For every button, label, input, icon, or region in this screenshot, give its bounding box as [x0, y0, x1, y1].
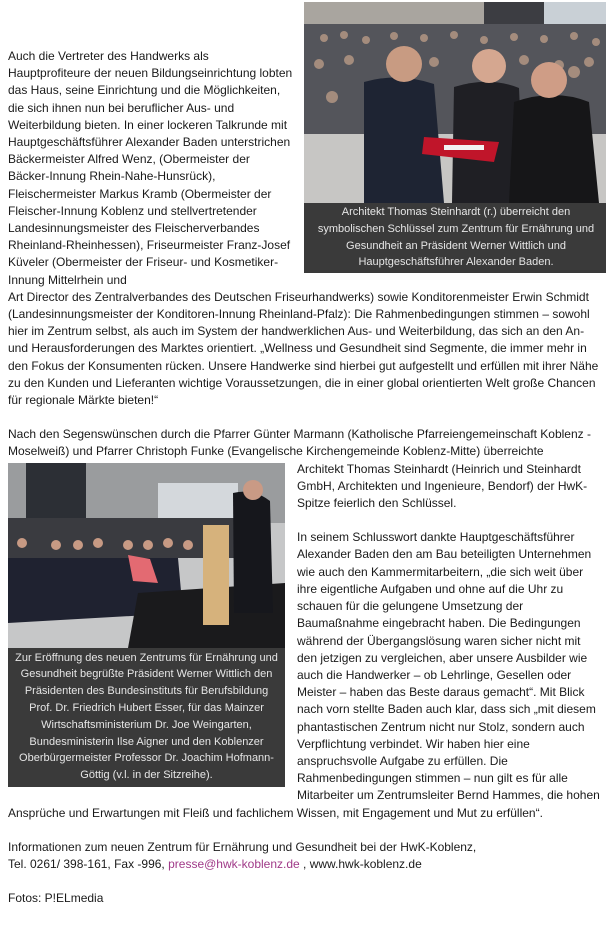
contact-phone-fax: Tel. 0261/ 398-161, Fax -996, — [8, 856, 169, 871]
contact-info — [8, 839, 602, 873]
photo-credits: Fotos: P!ELmedia — [8, 891, 104, 906]
paragraph-blessing: Nach den Segenswünschen durch die Pfarrer Günter Marmann (Katholische Pfarreiengemeinschaft Koblenz -Moselweiß) und Pfarrer Christoph Funke (Evangelische Kirchengemeinde Koblenz-Mitte) überreichte — [8, 427, 591, 459]
photo-key-handover — [304, 2, 606, 203]
contact-website: , www.hwk-koblenz.de — [299, 856, 422, 871]
figure-caption: Architekt Thomas Steinhardt (r.) überreicht den symbolischen Schlüssel zum Zentrum für Ernährung und Gesundheit an Präsident Werner Wittlich und Hauptgeschäftsführer Alexander Baden. — [304, 203, 606, 273]
paragraph-closing-speech: In seinem Schlusswort dankte Hauptgeschäftsführer Alexander Baden den am Bau beteiligten Unternehmen wie auch den Kammermitarbeitern, „die sich weit über ihre eigentliche Aufgaben und ohne auf die Uhr zu schauen für die gelungene Umsetzung der Baumaßnahme eingebracht haben. Die Bedingungen während der Übergangslösung waren sicher nicht mit den jetzigen zu vergleichen, aber unsere Ausbilder wie auch die Handwerker – ob Lehrlinge, Gesellen oder Meister – haben das Beste daraus gemacht“. Mit Blick nach vorn stellte Baden auch klar, dass sich „mit diesem phantastischen Zentrum nicht nur Stolz, sondern auch Verpflichtung verbindet. Wir haben hier eine anspruchsvolle Aufgabe zu erfüllen. Die Rahmenbedingungen stimmen – nun gilt es für alle Mitarbeiter um Zentrumsleiter Bernd Hammes, die hohen Ansprüche und Erwartungen mit Fleiß und fachlichem Wissen, mit Engagement und Mut zu erfüllen“. — [8, 530, 600, 820]
figure-key-handover — [304, 2, 606, 273]
paragraph-key-handover: Architekt Thomas Steinhardt (Heinrich und Steinhardt GmbH, Architekten und Ingenieure, Bendorf) der HwK-Spitze feierlich den Schlüssel. — [297, 461, 588, 511]
article — [8, 48, 602, 907]
photo-opening-ceremony — [8, 463, 285, 648]
email-link[interactable]: presse@hwk-koblenz.de — [168, 856, 300, 871]
contact-line-1: Informationen zum neuen Zentrum für Ernährung und Gesundheit bei der HwK-Koblenz, — [8, 839, 477, 854]
paragraph-intro: Auch die Vertreter des Handwerks als Hauptprofiteure der neuen Bildungseinrichtung lobten das Haus, seine Einrichtung und die Möglichkeiten, die sich ihnen nun bei beruflicher Aus- und Weiterbildung bieten. In einer lockeren Talkrunde mit Hauptgeschäftsführer Alexander Baden unterstrichen Bäckermeister Alfred Wenz, (Obermeister der Bäcker-Innung Rhein-Nahe-Hunsrück), Fleischermeister Markus Kramb (Obermeister der Fleischer-Innung Koblenz und stellvertretender Landesinnungsmeister des Fleischerverbandes Rheinland-Rheinhessen), Friseurmeister Franz-Josef Küveler (Obermeister der Friseur- und Kosmetiker-Innung Mittelrhein und — [8, 49, 293, 287]
figure-caption: Zur Eröffnung des neuen Zentrums für Ernährung und Gesundheit begrüßte Präsident Werner Wittlich den Präsidenten des Bundesinstituts für Berufsbildung Prof. Dr. Friedrich Hubert Esser, für das Mainzer Wirtschaftsministerium Dr. Joe Weingarten, Bundesministerin Ilse Aigner und den Koblenzer Oberbürgermeister Professor Dr. Joachim Hofmann-Göttig (v.l. in der Sitzreihe). — [8, 648, 285, 787]
figure-opening-ceremony — [8, 463, 285, 787]
paragraph-talkround: Art Director des Zentralverbandes des Deutschen Friseurhandwerks) sowie Konditorenmeister Erwin Schmidt (Landesinnungsmeister der Konditoren-Innung Rheinland-Pfalz): Die Rahmenbedingungen stimmen – sowohl hier im Zentrum selbst, als auch im System der handwerklichen Aus- und Weiterbildung, das sich an den An- und Herausforderungen des Marktes orientiert. „Wellness und Gesundheit sind Segmente, die immer mehr in den Fokus der Konsumenten rücken. Unsere Handwerke sind hierbei gut aufgestellt und erfüllen mit ihrer Nähe zu den Kunden und Lieferanten wichtige Voraussetzungen, die in einer global orientierten Welt große Chancen für regionale Märkte bieten!“ — [8, 289, 599, 408]
